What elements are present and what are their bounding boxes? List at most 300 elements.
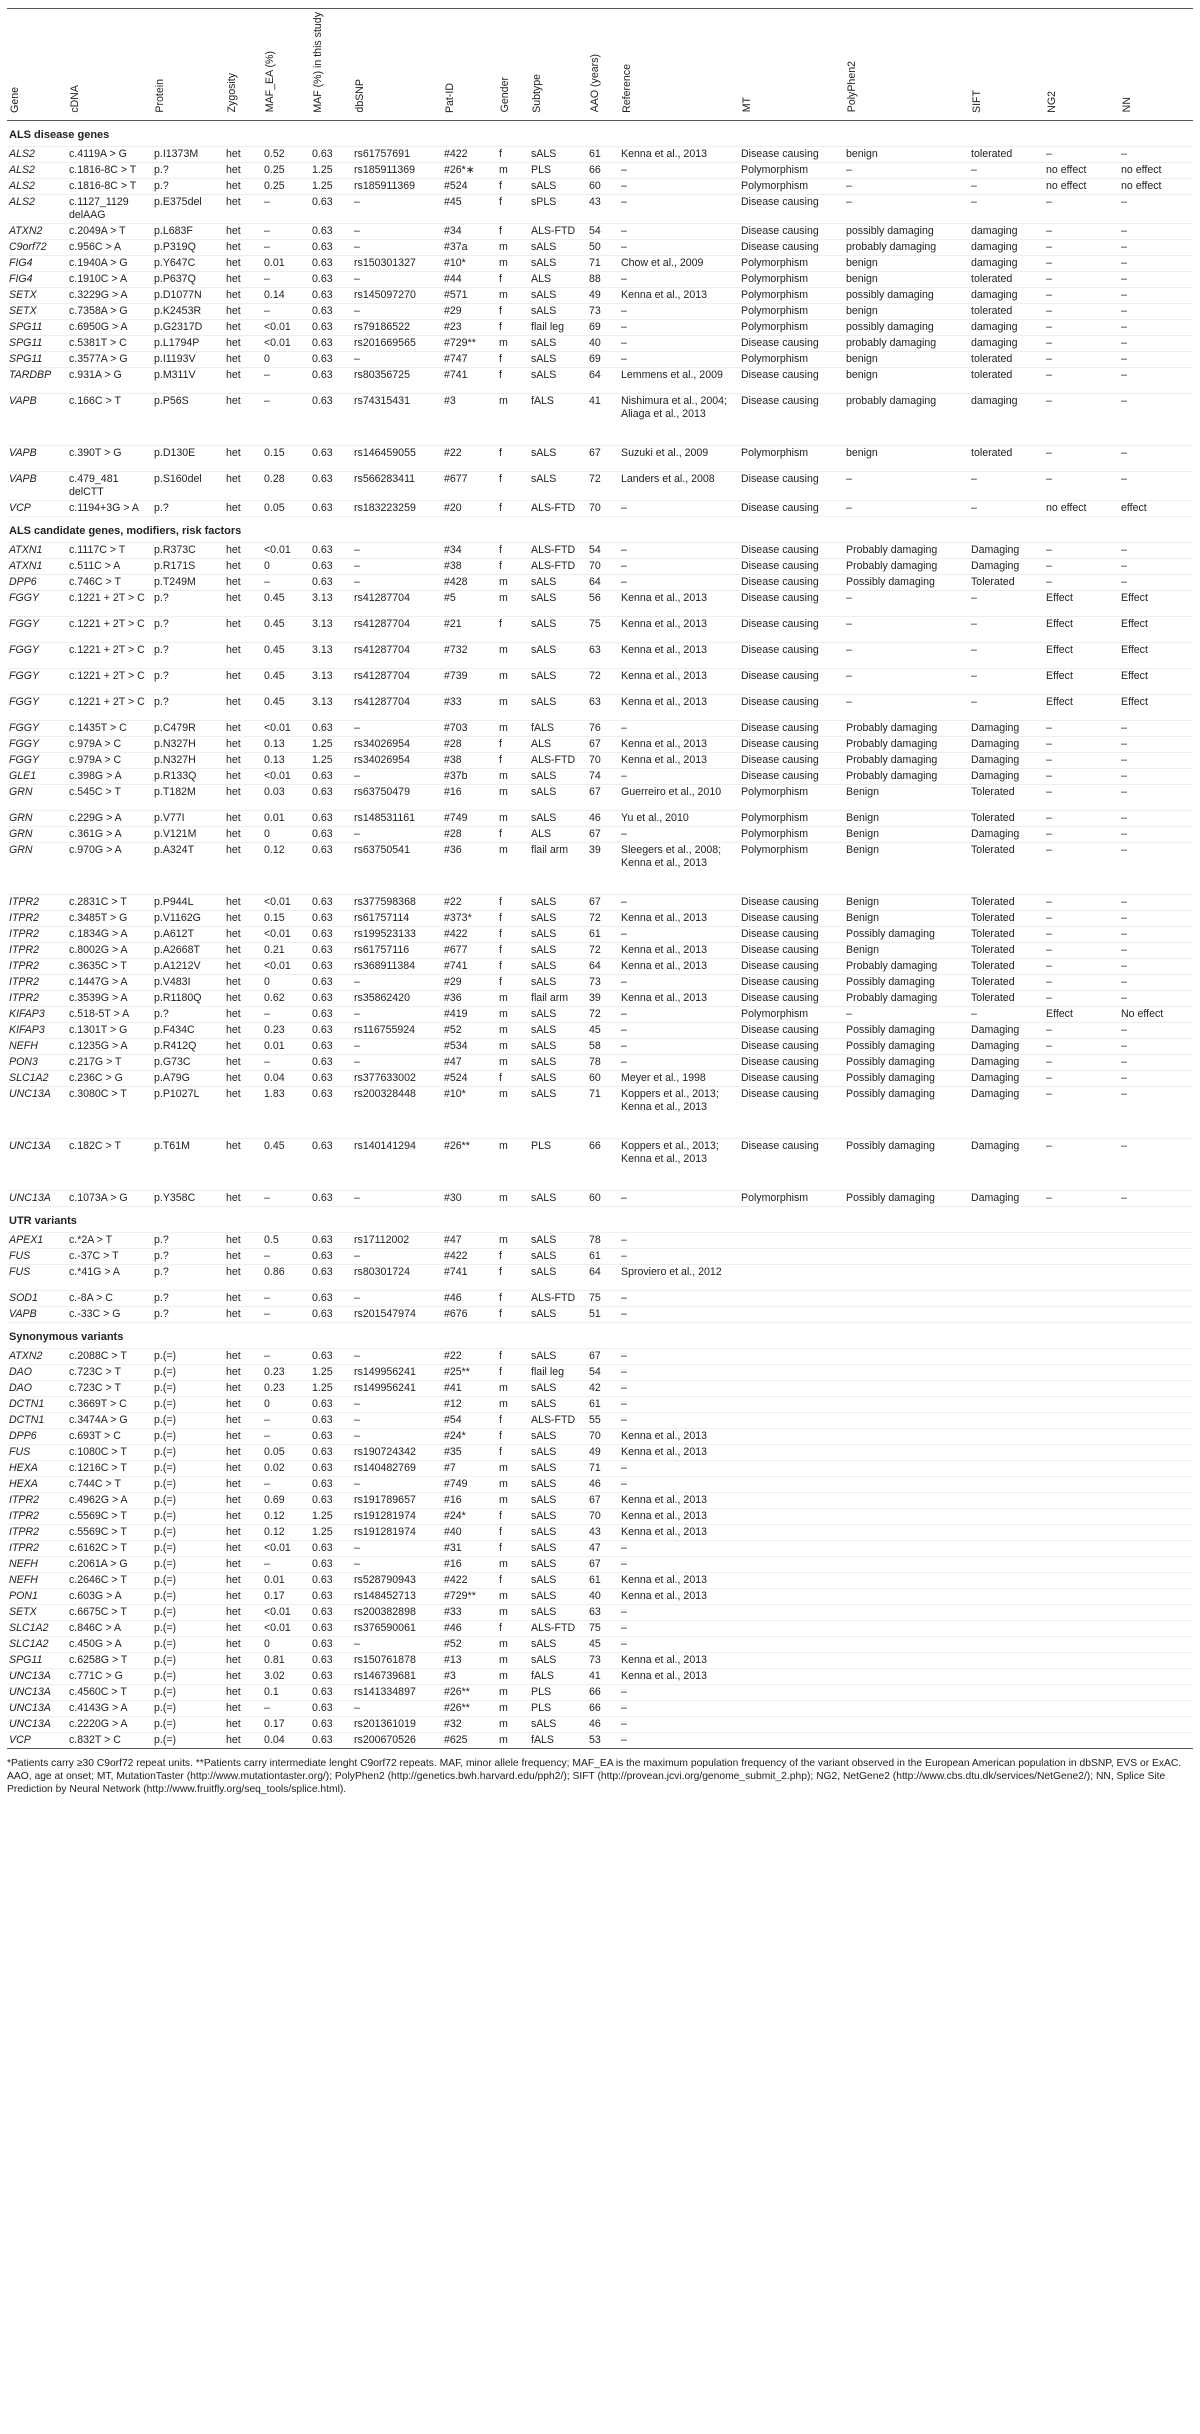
table-cell: m — [497, 1038, 529, 1054]
table-cell: 0.5 — [262, 1232, 310, 1248]
table-cell: f — [497, 752, 529, 768]
table-cell: probably damaging — [844, 393, 969, 445]
table-cell: – — [262, 303, 310, 319]
table-cell: c.603G > A — [67, 1588, 152, 1604]
table-cell: het — [224, 1006, 262, 1022]
table-cell: 0.63 — [310, 1668, 352, 1684]
table-cell: #524 — [442, 178, 497, 194]
table-cell: – — [1044, 974, 1119, 990]
table-row — [7, 1038, 1193, 1054]
table-cell: #703 — [442, 720, 497, 736]
table-cell: het — [224, 894, 262, 910]
table-cell: – — [1044, 894, 1119, 910]
table-cell: 0.63 — [310, 574, 352, 590]
table-cell: SLC1A2 — [7, 1636, 67, 1652]
table-cell — [969, 1556, 1044, 1572]
table-cell: m — [497, 162, 529, 178]
table-row — [7, 1232, 1193, 1248]
table-cell: 0.63 — [310, 1070, 352, 1086]
table-cell: SOD1 — [7, 1290, 67, 1306]
table-cell: Polymorphism — [739, 784, 844, 810]
table-cell: 0.63 — [310, 287, 352, 303]
table-cell: p.(=) — [152, 1364, 224, 1380]
table-cell: 67 — [587, 894, 619, 910]
table-cell: Polymorphism — [739, 842, 844, 894]
table-cell: het — [224, 958, 262, 974]
table-cell: ITPR2 — [7, 1508, 67, 1524]
table-cell: – — [1119, 239, 1193, 255]
table-cell: – — [619, 1620, 739, 1636]
table-cell: m — [497, 1604, 529, 1620]
table-cell: ITPR2 — [7, 910, 67, 926]
table-cell: 0.63 — [310, 1716, 352, 1732]
table-cell: 72 — [587, 668, 619, 694]
table-cell: 3.13 — [310, 668, 352, 694]
table-cell: #52 — [442, 1022, 497, 1038]
table-cell: – — [1119, 445, 1193, 471]
table-cell: – — [352, 542, 442, 558]
table-cell: 69 — [587, 351, 619, 367]
table-cell: 0.63 — [310, 1138, 352, 1190]
table-cell: p.(=) — [152, 1604, 224, 1620]
table-cell: c.6950G > A — [67, 319, 152, 335]
table-cell: 0.63 — [310, 1428, 352, 1444]
table-cell: c.3669T > C — [67, 1396, 152, 1412]
table-cell: Possibly damaging — [844, 1138, 969, 1190]
table-cell — [739, 1732, 844, 1748]
table-cell: – — [844, 590, 969, 616]
table-cell: 0.63 — [310, 1556, 352, 1572]
table-cell: – — [1119, 990, 1193, 1006]
table-cell: sALS — [529, 958, 587, 974]
table-cell: 0.63 — [310, 1248, 352, 1264]
table-cell: c.2061A > G — [67, 1556, 152, 1572]
table-cell: – — [969, 642, 1044, 668]
table-body — [7, 120, 1193, 1748]
table-cell: – — [1119, 303, 1193, 319]
table-cell: 0.63 — [310, 1264, 352, 1290]
table-cell: sALS — [529, 1492, 587, 1508]
table-cell: 66 — [587, 1684, 619, 1700]
table-cell: 0.63 — [310, 1652, 352, 1668]
table-row — [7, 1732, 1193, 1748]
table-cell: – — [619, 178, 739, 194]
table-cell: Nishimura et al., 2004; Aliaga et al., 2013 — [619, 393, 739, 445]
table-cell: flail leg — [529, 1364, 587, 1380]
table-cell: – — [969, 590, 1044, 616]
table-cell: c.744C > T — [67, 1476, 152, 1492]
table-cell: het — [224, 500, 262, 516]
table-cell: p.(=) — [152, 1476, 224, 1492]
table-cell: m — [497, 239, 529, 255]
table-cell: Koppers et al., 2013; Kenna et al., 2013 — [619, 1138, 739, 1190]
table-cell: 72 — [587, 910, 619, 926]
table-cell: #25** — [442, 1364, 497, 1380]
table-cell: GRN — [7, 842, 67, 894]
table-cell: – — [352, 574, 442, 590]
table-cell: 75 — [587, 616, 619, 642]
table-cell — [1119, 1700, 1193, 1716]
table-row — [7, 335, 1193, 351]
table-cell: – — [1044, 393, 1119, 445]
table-cell: rs146459055 — [352, 445, 442, 471]
table-cell: f — [497, 1248, 529, 1264]
table-cell: – — [969, 668, 1044, 694]
table-cell: #33 — [442, 694, 497, 720]
table-cell: Disease causing — [739, 223, 844, 239]
table-cell: – — [1119, 194, 1193, 223]
table-cell — [739, 1348, 844, 1364]
table-row — [7, 720, 1193, 736]
table-cell: 0.01 — [262, 255, 310, 271]
table-cell: 0.01 — [262, 1572, 310, 1588]
table-cell: – — [969, 178, 1044, 194]
table-cell — [739, 1396, 844, 1412]
table-cell: Possibly damaging — [844, 926, 969, 942]
table-cell: SETX — [7, 303, 67, 319]
table-cell: 0.63 — [310, 1054, 352, 1070]
table-cell: sALS — [529, 1444, 587, 1460]
table-cell — [844, 1492, 969, 1508]
table-cell: Benign — [844, 826, 969, 842]
table-cell: ALS — [529, 736, 587, 752]
table-cell: p.R133Q — [152, 768, 224, 784]
table-cell: Damaging — [969, 1038, 1044, 1054]
table-cell: m — [497, 1668, 529, 1684]
table-cell: Tolerated — [969, 910, 1044, 926]
table-cell: het — [224, 720, 262, 736]
column-header-label: Subtype — [531, 73, 543, 113]
table-cell: f — [497, 1444, 529, 1460]
table-cell — [1044, 1652, 1119, 1668]
table-cell: Disease causing — [739, 335, 844, 351]
table-cell: f — [497, 303, 529, 319]
table-cell: p.(=) — [152, 1572, 224, 1588]
table-cell: het — [224, 1248, 262, 1264]
table-cell: het — [224, 1492, 262, 1508]
table-cell: – — [1044, 319, 1119, 335]
table-cell: 0.17 — [262, 1588, 310, 1604]
table-cell: – — [1119, 335, 1193, 351]
table-cell: Possibly damaging — [844, 1190, 969, 1206]
table-cell: Disease causing — [739, 990, 844, 1006]
table-cell: 56 — [587, 590, 619, 616]
table-cell: VAPB — [7, 471, 67, 500]
table-cell: p.M311V — [152, 367, 224, 393]
table-cell: sALS — [529, 1232, 587, 1248]
table-cell: het — [224, 668, 262, 694]
table-cell: #739 — [442, 668, 497, 694]
table-cell: c.2831C > T — [67, 894, 152, 910]
table-row — [7, 926, 1193, 942]
table-cell: het — [224, 1232, 262, 1248]
table-cell: – — [1044, 720, 1119, 736]
table-row — [7, 271, 1193, 287]
table-cell: 1.83 — [262, 1086, 310, 1138]
column-header-label: Zygosity — [226, 73, 238, 113]
table-cell: ALS — [529, 271, 587, 287]
table-cell: Polymorphism — [739, 287, 844, 303]
table-cell: 0.63 — [310, 1412, 352, 1428]
table-cell — [1044, 1306, 1119, 1322]
table-cell: sALS — [529, 1604, 587, 1620]
table-cell — [969, 1620, 1044, 1636]
section-title: ALS candidate genes, modifiers, risk factors — [7, 516, 1193, 542]
table-row — [7, 471, 1193, 500]
table-cell: UNC13A — [7, 1086, 67, 1138]
table-cell: p.A2668T — [152, 942, 224, 958]
table-cell: #41 — [442, 1380, 497, 1396]
table-cell: het — [224, 287, 262, 303]
table-cell — [1044, 1508, 1119, 1524]
table-cell: ITPR2 — [7, 958, 67, 974]
table-row — [7, 1190, 1193, 1206]
table-cell: – — [1119, 810, 1193, 826]
table-cell: – — [1044, 1038, 1119, 1054]
table-cell: 0.17 — [262, 1716, 310, 1732]
table-cell: sALS — [529, 1306, 587, 1322]
table-cell: 61 — [587, 146, 619, 162]
table-cell: p.? — [152, 178, 224, 194]
table-cell: – — [1119, 1038, 1193, 1054]
table-cell: – — [1044, 990, 1119, 1006]
table-cell: 67 — [587, 826, 619, 842]
table-cell — [844, 1460, 969, 1476]
table-cell: 67 — [587, 736, 619, 752]
table-cell: ALS-FTD — [529, 500, 587, 516]
table-cell: sALS — [529, 367, 587, 393]
table-cell: ALS-FTD — [529, 542, 587, 558]
table-cell: 63 — [587, 1604, 619, 1620]
table-cell: c.-37C > T — [67, 1248, 152, 1264]
table-cell: c.1080C > T — [67, 1444, 152, 1460]
table-cell: 66 — [587, 1138, 619, 1190]
table-cell: 42 — [587, 1380, 619, 1396]
table-cell: – — [352, 1348, 442, 1364]
table-cell: c.6675C > T — [67, 1604, 152, 1620]
table-cell: f — [497, 1620, 529, 1636]
table-cell: Probably damaging — [844, 542, 969, 558]
table-cell: – — [619, 351, 739, 367]
table-cell: Damaging — [969, 768, 1044, 784]
table-cell — [969, 1636, 1044, 1652]
table-cell: het — [224, 826, 262, 842]
table-cell: m — [497, 784, 529, 810]
table-cell: no effect — [1044, 500, 1119, 516]
table-cell: – — [352, 271, 442, 287]
table-cell: Probably damaging — [844, 752, 969, 768]
table-cell: Possibly damaging — [844, 1022, 969, 1038]
table-cell: Kenna et al., 2013 — [619, 1588, 739, 1604]
table-cell: c.1435T > C — [67, 720, 152, 736]
table-cell: FGGY — [7, 642, 67, 668]
table-cell: VAPB — [7, 393, 67, 445]
column-header-label: Reference — [621, 63, 633, 113]
table-cell — [739, 1620, 844, 1636]
table-cell: Disease causing — [739, 500, 844, 516]
table-cell: #749 — [442, 1476, 497, 1492]
table-cell: f — [497, 1070, 529, 1086]
table-cell — [1119, 1232, 1193, 1248]
table-row — [7, 974, 1193, 990]
column-header — [262, 9, 310, 121]
table-cell: rs183223259 — [352, 500, 442, 516]
table-cell: damaging — [969, 239, 1044, 255]
table-cell — [1119, 1248, 1193, 1264]
table-cell: het — [224, 1264, 262, 1290]
table-cell: – — [262, 1348, 310, 1364]
table-cell: 63 — [587, 694, 619, 720]
table-cell: – — [619, 1380, 739, 1396]
table-cell: sALS — [529, 1572, 587, 1588]
table-cell: ALS-FTD — [529, 1620, 587, 1636]
table-cell: rs41287704 — [352, 616, 442, 642]
table-cell: c.3539G > A — [67, 990, 152, 1006]
table-cell: f — [497, 471, 529, 500]
table-cell: 46 — [587, 1476, 619, 1492]
table-cell: UNC13A — [7, 1716, 67, 1732]
table-cell: – — [619, 500, 739, 516]
table-cell: – — [352, 1428, 442, 1444]
table-cell: – — [262, 194, 310, 223]
table-cell: 64 — [587, 1264, 619, 1290]
table-cell: benign — [844, 351, 969, 367]
table-cell: Disease causing — [739, 1070, 844, 1086]
table-cell: 40 — [587, 1588, 619, 1604]
table-cell: Kenna et al., 2013 — [619, 1524, 739, 1540]
table-cell: – — [1044, 445, 1119, 471]
table-cell: 0.25 — [262, 178, 310, 194]
table-cell: het — [224, 223, 262, 239]
table-cell: 61 — [587, 1248, 619, 1264]
table-cell: Kenna et al., 2013 — [619, 752, 739, 768]
table-cell: – — [352, 351, 442, 367]
table-cell: p.(=) — [152, 1620, 224, 1636]
section-header-row — [7, 1322, 1193, 1348]
table-cell — [844, 1700, 969, 1716]
table-cell: 0.45 — [262, 616, 310, 642]
table-cell: 73 — [587, 1652, 619, 1668]
table-cell: p.G2317D — [152, 319, 224, 335]
table-cell: #422 — [442, 146, 497, 162]
table-cell: sALS — [529, 974, 587, 990]
table-cell: het — [224, 752, 262, 768]
table-cell: #729** — [442, 335, 497, 351]
table-row — [7, 1700, 1193, 1716]
table-cell: p.R171S — [152, 558, 224, 574]
table-cell: HEXA — [7, 1476, 67, 1492]
table-cell: #3 — [442, 393, 497, 445]
table-row — [7, 1652, 1193, 1668]
table-cell: rs200382898 — [352, 1604, 442, 1620]
table-cell: het — [224, 393, 262, 445]
table-cell: f — [497, 826, 529, 842]
table-cell — [844, 1588, 969, 1604]
table-cell: – — [619, 1460, 739, 1476]
table-cell: sALS — [529, 1636, 587, 1652]
table-cell — [1119, 1428, 1193, 1444]
table-cell: 0.63 — [310, 1492, 352, 1508]
table-cell: 43 — [587, 194, 619, 223]
table-cell: Disease causing — [739, 239, 844, 255]
table-cell: – — [619, 1636, 739, 1652]
table-cell: – — [1044, 910, 1119, 926]
table-cell: p.R373C — [152, 542, 224, 558]
table-row — [7, 990, 1193, 1006]
table-cell: Probably damaging — [844, 958, 969, 974]
table-cell: f — [497, 1306, 529, 1322]
table-cell: 0.63 — [310, 1348, 352, 1364]
table-cell: <0.01 — [262, 319, 310, 335]
table-cell: het — [224, 1070, 262, 1086]
table-cell: 0.21 — [262, 942, 310, 958]
table-cell: 71 — [587, 1086, 619, 1138]
table-cell: 0.63 — [310, 1732, 352, 1748]
table-cell: 0.63 — [310, 500, 352, 516]
table-row — [7, 558, 1193, 574]
table-row — [7, 1444, 1193, 1460]
table-cell — [1119, 1588, 1193, 1604]
table-cell: c.4143G > A — [67, 1700, 152, 1716]
table-cell: 0.63 — [310, 894, 352, 910]
table-cell: – — [352, 1540, 442, 1556]
table-cell: m — [497, 990, 529, 1006]
table-cell: Probably damaging — [844, 990, 969, 1006]
table-cell: f — [497, 1348, 529, 1364]
table-cell: – — [1044, 826, 1119, 842]
table-cell: sALS — [529, 1070, 587, 1086]
table-cell — [1119, 1540, 1193, 1556]
table-cell: SPG11 — [7, 335, 67, 351]
table-cell: 61 — [587, 926, 619, 942]
table-cell: – — [619, 1396, 739, 1412]
table-cell: rs190724342 — [352, 1444, 442, 1460]
table-cell: c.979A > C — [67, 736, 152, 752]
table-cell: Effect — [1044, 616, 1119, 642]
table-cell: sALS — [529, 810, 587, 826]
table-cell: c.236C > G — [67, 1070, 152, 1086]
table-cell — [739, 1264, 844, 1290]
table-cell — [1119, 1604, 1193, 1620]
table-cell: GRN — [7, 826, 67, 842]
table-cell: – — [844, 162, 969, 178]
table-cell: – — [1119, 1022, 1193, 1038]
table-cell: c.723C > T — [67, 1380, 152, 1396]
table-cell — [1044, 1460, 1119, 1476]
table-cell: ALS-FTD — [529, 1290, 587, 1306]
table-cell: sALS — [529, 1556, 587, 1572]
table-cell: Disease causing — [739, 558, 844, 574]
table-cell: 71 — [587, 255, 619, 271]
table-cell: rs145097270 — [352, 287, 442, 303]
table-row — [7, 958, 1193, 974]
table-cell: m — [497, 1476, 529, 1492]
table-cell: f — [497, 1364, 529, 1380]
table-cell: #534 — [442, 1038, 497, 1054]
table-cell — [844, 1380, 969, 1396]
table-cell: Effect — [1044, 590, 1119, 616]
table-cell: 0.63 — [310, 1588, 352, 1604]
table-cell: 0.15 — [262, 445, 310, 471]
table-cell: het — [224, 542, 262, 558]
table-row — [7, 146, 1193, 162]
table-cell — [1119, 1636, 1193, 1652]
table-cell: c.2220G > A — [67, 1716, 152, 1732]
table-cell: – — [619, 271, 739, 287]
table-cell: rs368911384 — [352, 958, 442, 974]
table-cell: – — [1119, 223, 1193, 239]
table-cell: sALS — [529, 574, 587, 590]
